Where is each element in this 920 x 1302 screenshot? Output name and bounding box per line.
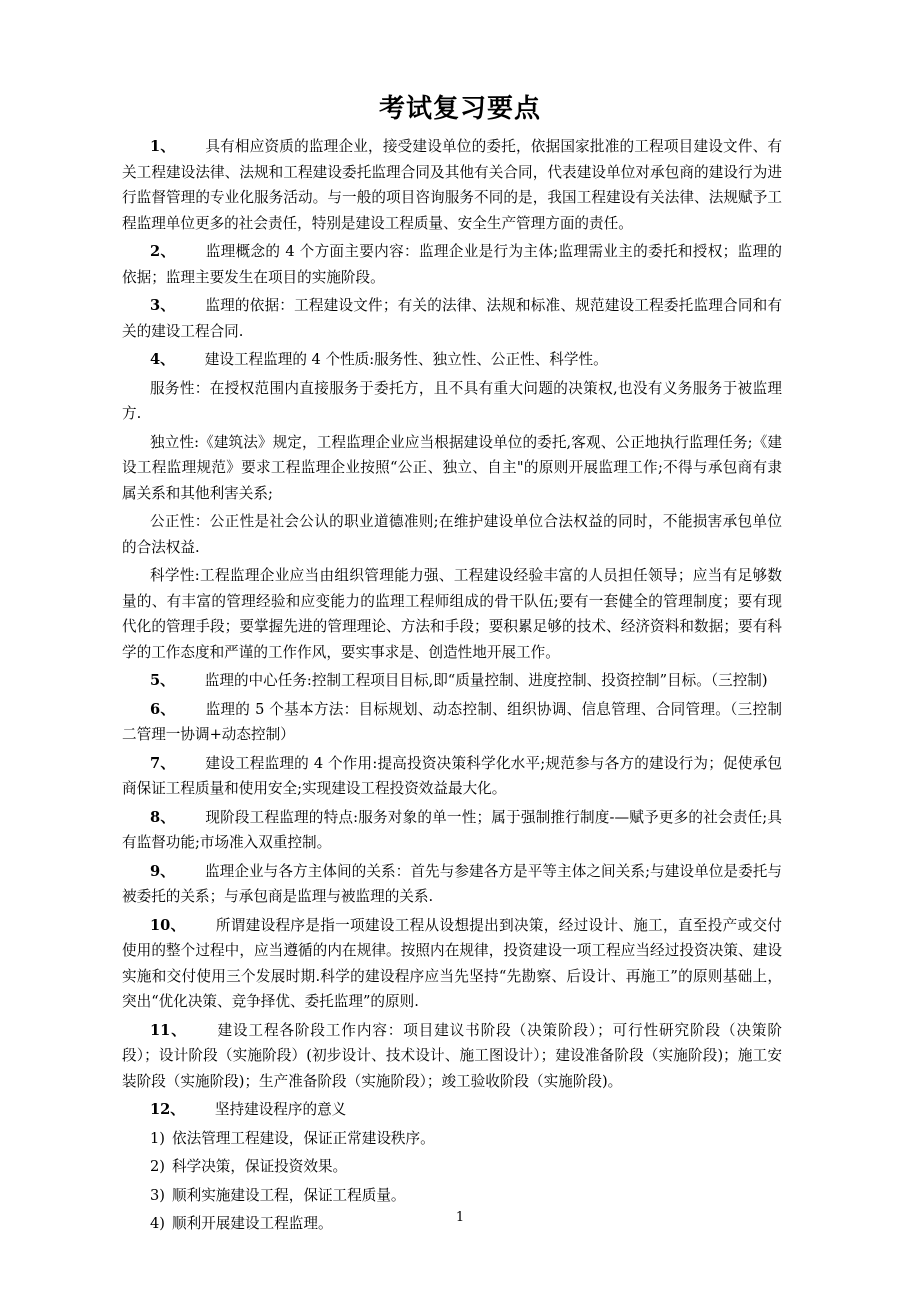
property-fairness: 公正性：公正性是社会公认的职业道德准则;在维护建设单位合法权益的同时，不能损害承包单位的合法权益.	[122, 513, 782, 556]
paragraph-12	[122, 1097, 782, 1123]
item-text: 所谓建设程序是指一项建设工程从设想提出到决策，经过设计、施工，直至投产或交付使用的整个过程中，应当遵循的内在规律。按照内在规律，投资建设一项工程应当经过投资决策、建设实施和交付使用三个发展时期.科学的建设程序应当先坚持“先勘察、后设计、再施工”的原则基础上，突出“优化决策、竞争择优、委托监理”的原则.	[122, 916, 782, 1010]
item-number: 8、	[150, 808, 176, 826]
list-text: 顺利实施建设工程，保证工程质量。	[172, 1186, 406, 1204]
paragraph-11	[122, 1018, 782, 1095]
item-number: 2、	[150, 243, 176, 260]
item-number: 5、	[150, 672, 175, 689]
list-item	[122, 1183, 782, 1209]
property-service: 服务性：在授权范围内直接服务于委托方，且不具有重大问题的决策权,也没有义务服务于被监理方.	[122, 379, 782, 422]
paragraph-9	[122, 859, 782, 910]
item-text: 具有相应资质的监理企业，接受建设单位的委托，依据国家批准的工程项目建设文件、有关工程建设法律、法规和工程建设委托监理合同及其他有关合同，代表建设单位对承包商的建设行为进行监督管理的专业化服务活动。与一般的项目咨询服务不同的是，我国工程建设有关法律、法规赋予工程监理单位更多的社会责任，特别是建设工程质量、安全生产管理方面的责任。	[122, 138, 783, 232]
paragraph-5	[122, 668, 782, 694]
page-number: 1	[455, 1210, 465, 1225]
item-text: 监理的中心任务:控制工程项目目标,即“质量控制、进度控制、投资控制”目标。（三控制)	[204, 672, 768, 689]
item-number: 3、	[150, 297, 176, 314]
item-number: 7、	[150, 754, 176, 772]
paragraph-3	[122, 293, 782, 344]
paragraph-10	[122, 913, 782, 1015]
list-number: 1)	[150, 1129, 165, 1147]
list-number: 4)	[150, 1215, 165, 1232]
item-number: 9、	[150, 862, 175, 880]
item-number: 1、	[150, 138, 176, 155]
document-title: 考试复习要点	[378, 94, 541, 124]
document-body	[122, 134, 782, 1240]
paragraph-6	[122, 697, 782, 748]
item-text: 监理企业与各方主体间的关系：首先与参建各方是平等主体之间关系;与建设单位是委托与被委托的关系；与承包商是监理与被监理的关系.	[122, 862, 783, 905]
paragraph-8	[122, 805, 782, 856]
item-number: 12、	[150, 1101, 185, 1118]
item-text: 监理的依据：工程建设文件；有关的法律、法规和标准、规范建设工程委托监理合同和有关的建设工程合同.	[122, 297, 783, 340]
property-independence: 独立性:《建筑法》规定，工程监理企业应当根据建设单位的委托,客观、公正地执行监理任务;《建设工程监理规范》要求工程监理企业按照“公正、独立、自主"的原则开展监理工作;不得与承包商有隶属关系和其他利害关系;	[122, 433, 782, 502]
item-number: 4、	[150, 351, 175, 368]
list-number: 3)	[150, 1186, 165, 1204]
item-number: 6、	[150, 700, 176, 718]
property-science: 科学性:工程监理企业应当由组织管理能力强、工程建设经验丰富的人员担任领导；应当有足够数量的、有丰富的管理经验和应变能力的监理工程师组成的骨干队伍;要有一套健全的管理制度；要有现代化的管理手段；要掌握先进的管理理论、方法和手段；要积累足够的技术、经济资料和数据；要有科学的工作态度和严谨的工作作风，要实事求是、创造性地开展工作。	[122, 567, 782, 661]
paragraph-2	[122, 239, 782, 290]
list-text: 依法管理工程建设，保证正常建设秩序。	[172, 1129, 435, 1147]
paragraph-7	[122, 751, 782, 802]
list-number: 2)	[150, 1158, 165, 1175]
item-text: 建设工程各阶段工作内容：项目建议书阶段（决策阶段）；可行性研究阶段（决策阶段）；设计阶段（实施阶段）(初步设计、技术设计、施工图设计）；建设准备阶段（实施阶段)；施工安装阶段（实施阶段)；生产准备阶段（实施阶段）；竣工验收阶段（实施阶段)。	[122, 1021, 782, 1090]
paragraph-4	[122, 347, 782, 373]
item-text: 监理概念的 4 个方面主要内容：监理企业是行为主体;监理需业主的委托和授权；监理的依据；监理主要发生在项目的实施阶段。	[122, 243, 782, 286]
list-item	[122, 1154, 782, 1180]
list-text: 顺利开展建设工程监理。	[172, 1215, 333, 1232]
item-number: 10、	[150, 916, 186, 934]
list-item	[122, 1126, 782, 1152]
list-text: 科学决策，保证投资效果。	[172, 1158, 348, 1175]
paragraph-1	[122, 134, 782, 236]
item-text: 坚持建设程序的意义	[214, 1101, 347, 1118]
item-text: 现阶段工程监理的特点:服务对象的单一性；属于强制推行制度-—赋予更多的社会责任;具有监督功能;市场准入双重控制。	[122, 808, 782, 851]
item-text: 建设工程监理的 4 个作用:提高投资决策科学化水平;规范参与各方的建设行为；促使承包商保证工程质量和使用安全;实现建设工程投资效益最大化。	[122, 754, 783, 797]
item-text: 建设工程监理的 4 个性质:服务性、独立性、公正性、科学性。	[204, 351, 608, 368]
item-number: 11、	[150, 1021, 187, 1039]
item-text: 监理的 5 个基本方法：目标规划、动态控制、组织协调、信息管理、合同管理。（三控制二管理一协调+动态控制）	[122, 700, 782, 743]
